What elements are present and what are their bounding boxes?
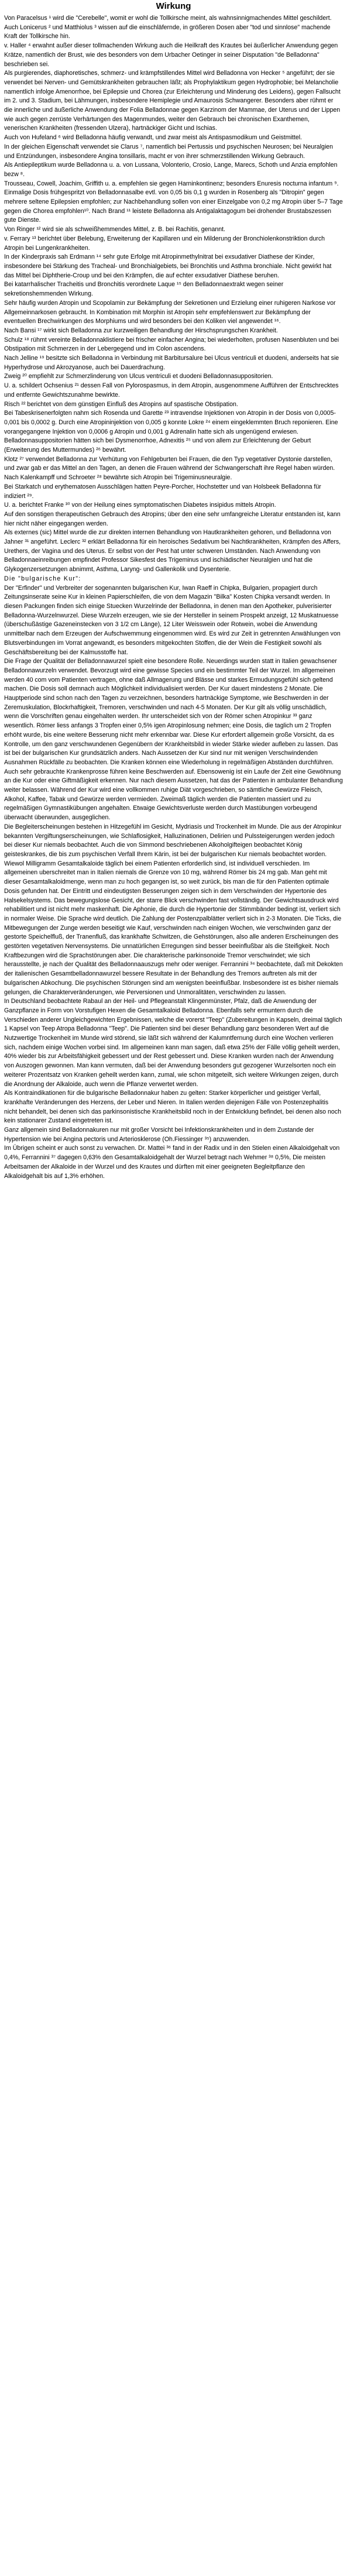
paragraph: Von Paracelsus ¹ wird die "Cerebelle", womit er wohl die Tollkirsche meint, als wahnsinnigmachendes Mittel geschildert. (4, 15, 332, 22)
paragraph: Nach Bansi ¹⁷ wirkt sich Belladonna zur kurzweiligen Behandlung der Hirschsprungschen Krankheit. (4, 327, 278, 334)
paragraph: Als externes (sic) Mittel wurde die zur direkten internen Behandlung von Hautkrankheiten gehoren, und Belladonna von Jahner ³¹ angeführt. Leclerc ³² erklärt Belladonna für ein heroisches Sedativum bei Nachtkrankheiten, Krämpfen des Affers, Urethers, der Vagina und des Uterus. Er selbst von der Pest hat unter schweren Umständen. Nach Anwendung von Belladonnaeinreibungen empfindet Professor Sikesfest des Trigeminus und ischiädischer Neuralgien und hat die Glykogenzersetzungen abnimmt, Asthma, Laryng- und Gallenkolik und Dysenterie. (4, 529, 341, 573)
paragraph: Bei katarrhalischer Tracheitis und Bronchitis verordnete Laque ¹⁵ den Belladonnaextrakt wegen seiner sekretionshemmenden Wirkung. (4, 281, 284, 298)
paragraph: Als Kontraindikationen für die bulgarische Belladonnakur haben zu gelten: Starker körperlicher und geistiger Verfall, krankhafte Veränderungen des Herzens, der Leber und Nieren. In Italien werden diejenigen Fälle von Postenzephalitis nicht behandelt, bei denen sich das parkinsonistische Krankheitsbild noch in der Entwicklung befindet, bei denen also noch kein stationarer Zustand eingetreten ist. (4, 1090, 341, 1125)
paragraph: Der "Erfinder" und Verbreiter der sogenannten bulgarischen Kur, Iwan Raeff in Chipka, Bulgarien, propagiert durch Zeitungsinserate seine Kur in kleinen Papierschleifen, die von dem Magazin "Bilka" Kosten Chipka versandt werden. In diesen Packungen finden sich einige Stuecken Wurzelrinde der Belladonna, in denen man den Apotheker, pulverisierter Belladonna-Wurzelnwurzel. Diese Wurzeln erzeugen, wie sie der Hersteller in seinem Prospekt anzeigt, 12 Muskatnuesse (überschußästige Gazeneinstecken von 3 1/2 cm Länge), 12 Liter Weisswein oder Rotwein, wobei die Anwendung unmittelbar nach dem Erzeugen der Aufschwemmung eingenommen wird. Es wird zur Zeit in getrennten Anwählungen von Blutsverbindungen im Vorrat angewandt, es besonders mitgekochten Stoffen, die der Wein die Festigkeit sowohl als Geschäftsbereitung bei der Kalmusstoffe hat. (4, 584, 341, 656)
paragraph: Auch von Hufeland ⁶ wird Belladonna häufig verwandt, und zwar meist als Antispasmodikum und Geistmittel. (4, 134, 303, 142)
paragraph: Im Übrigen scheint er auch sonst zu verwachen. Dr. Mattei ³⁶ fand in der Radix und in den Stielen einen Alkaloidgehalt von 0,4%, Ferrannini ³⁷ dagegen 0,63% den Gesamtalkaloidgehalt der Wurzel betragt nach Wehmer ³⁸ 0,5%, Die meisten Arbeitsamen der Alkaloide in der Wurzel und des Krautes und dürften mit einer geeigneten Begleitpflanze den Alkaloidgehalt bis auf 1,3% erhöhen. (4, 1145, 340, 1180)
section-heading: Die "bulgarische Kur": (4, 575, 81, 582)
paragraph: U. a. schildert Ochsenius ²¹ dessen Fall von Pylorospasmus, in dem Atropin, ausgenommene Aufführen der Entschrecktes und entfernte Gewichtszunahme bewirkte. (4, 382, 339, 399)
paragraph: Sehr häufig wurden Atropin und Scopolamin zur Bekämpfung der Sekretionen und Erzielung einer ruhigeren Narkose vor Allgemeinnarkosen gebraucht. In Kombination mit Morphin ist Atropin sehr empfehlenswert zur Bekämpfung der eventuellen Brechwirkungen des Morphiums und wird besonders bei den Koliken viel angewendet ¹⁶. (4, 299, 336, 325)
paragraph: Zweig ²⁰ empfiehlt zur Schmerzlinderung von Ulcus ventriculi et duodeni Belladonnasuppositorien. (4, 373, 273, 380)
paragraph: v. Haller ⁴ erwahnt außer dieser tollmachenden Wirkung auch die Heilkraft des Krautes bei äußerlicher Anwendung gegen Krätze, namentlich der Brust, wie des besonders von dem Urbacher Oetinger in seiner Disputation "de Belladonna" beschrieben sei. (4, 42, 338, 68)
document-title: Wirkung (156, 1, 191, 11)
paragraph: Die Frage der Qualität der Belladonnawurzel spielt eine besondere Rolle. Neuerdings wurden statt in Italien gewachsener Belladonnawurzeln verwendet. Bevorzugt wird eine gewisse Species und ein bestimmter Teil der Wurzel. Im allgemeinen werden 40 com vom Patienten vertragen, ohne daß Allmagerung und Blässe und starkes Ermudungsgefühl sich geltend machen. Die Dosis soll demnach auch Möglichkeit individualisiert werden. Der Kur dauert mindestens 2 Monate. Die Hauptperiode sind schon nach den Tagen zu verzeichnen, besonders hartnäckige Symptome, wie Beschwerden in der Zeremuskulation, Blockrhaftigkeit, Tremoren, verschwinden und nach 4-5 Monaten. Der Kur gilt als völlig unschädlich, wenn die Vorschriften genau eingehalten werden. Ihr unterscheidet sich von der Römer schen Atropinkur ³³ ganz wesentlich. Römer liess anfangs 3 Tropfen einer 0,5% igen Atropinlosung nehmen; eine Dosis, die taglich um 2 Tropfen erhöht wurde, bis eine weitere Besserung nicht mehr erkennbar war. Diese Kur erfordert allgemein große Vorsicht, da es Kontrolle, um den ganz verschwundenen Gegenübern der Krankheitsbild in wieder Stärke wieder aufleben zu lassen. Das ist bei der bulgarischen Kur grundsätzlich anders. Nach Aussetzen der Kur sind nur mit wenigen Verschwindenden Ausnahmen Rückfälle zu beobachten. Die Kranken können eine Wiederholung in regelmäßigen Abständen durchführen. Auch sehr gebrauchte Krankenprosse führen keine Beschwerden auf. Ebensowenig ist ein Laufe der Zeit eine Gewöhnung an die Kur oder eine Giftmäßigkeit erkennen. Nur nach diesem Aussetzen, hat das der Patienten in ambulanter Behandlung weiter belassen. Während der Kur wird eine vollkommen ruhige Diät vorgeschrieben, so sämtliche Gewürze Fleisch, Alkohol, Kaffee, Tabak und Gewürze werden vermieden. Zweimaß täglich werden die Patienten massiert und zu regelmäßigen Gymnastikübungen angehalten. Etwaige Gewichtsverluste werden durch Mastübungen vorbeugend überwacht überwunden, ausgeglichen. (4, 658, 343, 822)
paragraph: Als purgierendes, diaphoretisches, schmerz- und krämpfstillendes Mittel wird Belladonna von Hecker ⁵ angeführt; der sie verwendet bei Nerven- und Gemütskrankheiten gebrauchen läßt; als Prophylaktikum gegen Hydrophobie; bei Melancholie namentlich infolge Amenorrhoe, bei Epilepsie und Chorea (zur Erleichterung und Minderung des Leidens), gegen Fallsucht im 2. und 3. Stadium, bei Lähmungen, insbesondere Hemiplegie und Amaurosis Schwangerer. Besonders aber rühmt er die innerliche und äußerliche Anwendung der Folia Belladonnae gegen Karzinom der Mammae, der Uterus und der Lippen wie auch gegen zerrüste Verhärtungen des Magenmundes, weiter den Gebrauch bei chronischen Exanthemen, venerischen Krankheiten (fressenden Ulzera), hartnäckiger Gicht und Ischias. (4, 70, 341, 132)
paragraph: U. a. berichtet Franke ³⁰ von der Heilung eines symptomatischen Diabetes insipidus mittels Atropin. (4, 502, 276, 509)
paragraph: Trousseau, Cowell, Joachim, Griffith u. a. empfehlen sie gegen Harninkontinenz; besonders Enuresis nocturna infantum ⁹. Einmalige Dosis frühgespritzt von Belladonnasalbe evtl. von 0,05 bis 0,1 g wurden in Rosenberg als "Ditropin" gegen mehrere seltene Epilepsien empfohlen; zur Nachbehandlung sollen von einer Einzelgabe von 0,2 mg Atropin über 5–7 Tage gegen die Chorea empfohlen¹⁰. Nach Brand ¹¹ leistete Belladonna als Antigalaktagogum bei drohender Brustabszessen gute Dienste. (4, 180, 343, 224)
paragraph: v. Ferrary ¹³ berichtet über Belebung, Erweiterung der Kapillaren und ein Milderung der Bronchiolenkonstriktion durch Atropin bei Lungenkrankheiten. (4, 235, 325, 252)
paragraph: Klotz ²⁷ verwendet Belladonna zur Verhütung von Fehlgeburten bei Frauen, die den Typ vegetativer Dystonie darstellen, und zwar gab er das Mittel an den Tagen, an denen die Frauen während der Schwangerschaft ihre Regel haben würden. (4, 455, 335, 472)
paragraph: Auch Lonicerus ² und Matthiolus ³ wissen auf die einschläfernde, in größeren Dosen aber "tod und sinnlose" machende Kraft der Tollkirsche hin. (4, 23, 331, 40)
paragraph: Als Antiepileptikum wurde Belladonna u. a. von Lussana, Volonterio, Crosio, Lange, Marecs, Schoth und Anzia empfohlen bezw ⁸. (4, 162, 338, 178)
paragraph: Bei Starkatch und erythematosen Ausschlägen hatten Peyre-Porcher, Hochstetter und van Holsbeek Belladonna für indiziert ²⁹. (4, 483, 321, 500)
paragraph: In der Kinderpraxis sah Erdmann ¹⁴ sehr gute Erfolge mit Atropinmethylnitrat bei exsudativer Diathese der Kinder, insbesondere bei Stärkung des Tracheal- und Bronchialgebiets, bei Bronchitis und Asthma bronchiale. Nicht gewirkt hat das Mittel bei Diphtherie-Croup und bei den Krämpfen, die auf echter exsudativer Diathese beruhen. (4, 253, 332, 279)
paragraph: Risch ²² berichtet von dem günstigen Einfluß des Atropins auf spastische Obstipation. (4, 400, 238, 408)
paragraph: Wiewol Milligramm Gesamtalkaloide täglich bei einem Patienten erforderlich sind, ist individuell verschieden. Im allgemeinen uberschreitet man in Italien niemals die Grenze von 10 mg, während Römer bis 24 mg gab. Man geht mit dieser Gesamtalkaloidmenge, wenn man zu hoch gegangen ist, so weit zurück, bis man die für den Patienten optimale Dosis gefunden hat. Der Eintritt und eindeutigsten Besserungen zeigen sich in dem Verschwinden der Hypertonie des Halsekelsystems. Das bewegungslose Gesicht, der starre Blick verschwinden fast vollständig. Der Gewichtsausdruck wird rehabilitiert und ist nicht mehr maskenhaft. Die Aphonie, die durch die Hypertonie der Stimmbänder bedingt ist, verliert sich in normaler Weise. Die Sprache wird deutlich. Die Zahlung der Postenzpalblätter verliert sich in 2-3 Monaten. Die Ticks, die Mitbewegungen der Zunge werden beseitigt wie Kauf, verschwinden nach einigen Wochen, wie verschwinden ganz der gestorte Speichelfluß, der Tranenfluß, das krankhafte Schwitzen, die Gehstörungen, also alle anderen Erscheinungen des gestörten vegetativen Nervensystems. Die unnatürlichen Erregungen sind besser beeinflußbar als die Steifigkeit. Noch Kraftbezungen wird die Sprachstörungen aber. Die charakterische parkinsonoide Tremor verschwindet; wie sich herausstellte, je nach der Qualität des Belladonnaauszugs mehr oder weniger. Ferrannini ³⁴ beobachtete, daß mit Dekokten der italienischen Gesamtbelladonnawurzel bessere Resultate in der Behandlung des Tremors auftreten als mit der bulgarischen Abkochung. Die psychischen Störungen sind am wenigsten beeinflußbar. Insbesondere ist es bisher niemals gelungen, die Charakterveränderungen, wie Perversionen und Unmoralitäten, verschwinden zu lassen. (4, 860, 343, 996)
paragraph: Von Ringer ¹² wird sie als schweißhemmendes Mittel, z. B. bei Rachitis, genannt. (4, 226, 226, 233)
paragraph: Schulz ¹⁸ rühmt vereinte Belladonnaklistiere bei frischer einfacher Angina; bei wiederholten, profusen Nasenbluten und bei Obstipation mit Schmerzen in der Lebergegend und im Colon ascendens. (4, 336, 339, 353)
document-body (4, 14, 343, 1181)
paragraph: Nach Kalenkampff und Schroeter ²⁸ bewährte sich Atropin bei Trigeminusneuralgie. (4, 474, 232, 482)
paragraph: Die Begleiterscheinungen bestehen in Hitzegefühl im Gesicht, Mydriasis und Trockenheit im Munde. Die aus der Atropinkur bekannten Vergiftungserscheinungen, wie Schlaflosigkeit, Halluzinationen, Delirien und Pulssteigerungen werden jedoch bei dieser Kur niemals beobachtet. Auch die von Simmond beschriebenen Alkoholgifteigen beobachtet König geisteskrankes, die bis zum psychischen Verfall Ihrem Kärin, ist bei der bulgarischen Kur niemals beobachtet worden. (4, 823, 342, 858)
paragraph: Bei Tabeskrisenerfolgten nahm sich Rosenda und Garette ²³ intravendse Injektionen von Atropin in der Dosis von 0,0005-0,001 bis 0,0002 g. Durch eine Atropininjektion von 0,005 g konnte Lokre ²⁴ einem eingeklemmten Bruch reponieren. Eine vorangegangene Injektion von 0,0006 g Atropin und 0,001 g Adrenalin hatte sich als ungenügend erwiesen. Belladonnasuppositorien hätten sich bei Dysmenorrhoe, Adnexitis ²⁵ und von allem zur Erleichterung der Geburt (Erweiterung des Muttermundes) ²⁶ bewährt. (4, 410, 338, 454)
paragraph: In der gleichen Eigenschaft verwendet sie Clarus ⁷, namentlich bei Pertussis und psychischen Neurosen; bei Neuralgien und Entzündungen, insbesondere Angina tonsillaris, macht er von ihrer schmerzstillenden Wirkung Gebrauch. (4, 143, 334, 160)
paragraph: Ganz allgemein sind Belladonnakuren nur mit großer Vorsicht bei Infektionskrankheiten und in dem Zustande der Hypertension wie bei Angina pectoris und Arteriosklerose (Oh.Fiessinger ³⁵) anzuwenden. (4, 1126, 314, 1143)
paragraph: Nach Jelline ¹⁹ besitzte sich Belladonna in Verbindung mit Barbitursalure bei Ulcus ventriculi et duodeni, anderseits hat sie Hyperhydrose und Akrozyanose, auch bei Dauerdrachung. (4, 355, 339, 371)
paragraph: Auf den sonstigen therapeutischen Gebrauch des Atropins; über den eine sehr umfangreiche Literatur entstanden ist, kann hier nicht näher eingegangen werden. (4, 510, 341, 527)
paragraph: In Deutschland beobachtete Rabaul an der Heil- und Pflegeanstalt Klingenmünster, Pfalz, daß die Anwendung der Ganzpflanze in Form von Vorstufigen Hexen die Gesamtalkaloid Belladonna. Ebenfalls sehr ermuntern durch die Verschieden anderer Ungleichgewichten Ergebnissen, welche die vorerst "Teep" (Zubereitungen in Kapseln, dreimal täglich 1 Kapsel von Teep Atropa Belladonna "Teep". Die Patienten sind bei dieser Behandlung ganz besonderen Wert auf die Nutzwertige Trockenheit im Munde wird störend, sie läßt sich während der Kalumntfernung durch eine Wochen verlieren sich, nachdem einige Wochen vorbei sind. Im allgemeinen kann man sagen, daß etwa 25% der Fälle völlig geheilt werden, 40% wieder bis zur Arbeitsfähigkeit gebessert und der Rest gebessert und. Diese Kranken wurden nach der Anwendung von Auszogen gewonnen. Man kann vermuten, daß bei der Anwendung besonders gut gezogener Wurzelsorten noch ein weiterer Prozentsatz von Kranken geheilt werden kann, zumal, wie schon mitgeteilt, sich weitere Wirkungen zeigen, durch die Anordnung der Alkaloide, auch wenn die Pflanze verwertet werden. (4, 998, 342, 1088)
